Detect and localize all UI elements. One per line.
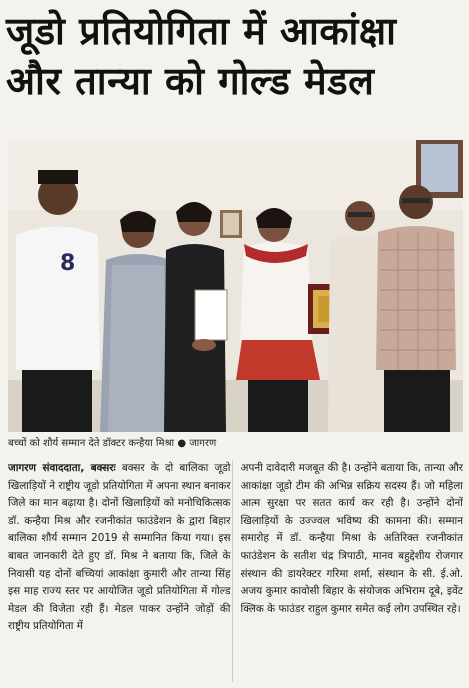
dateline: जागरण संवाददाता, बक्सरः: [8, 462, 116, 474]
article-body: [8, 460, 463, 682]
article-column-1-text: बक्सर के दो बालिका जूडो खिलाड़ियों ने राष्ट्रीय जूडो प्रतियोगिता में अपना स्थान बनाकर जिले का मान बढ़ाया है। दोनों खिलाड़ियों को मनोचिकित्सक डॉ. कन्हैया मिश्र और रजनीकांत फाउंडेशन के द्वारा बिहार बालिका शौर्य सम्मान 2019 से सम्मानित किया गया। इस बाबत जानकारी देते हुए डॉ. मिश्र ने बताया कि, जिले के निवासी यह दोनों बच्चियां आकांक्षा कुमारी और तान्या सिंह इस माह राज्य स्तर पर आयोजित जूडो प्रतियोगिता में गोल्ड मेडल की विजेता रही हैं। मेडल पाकर उन्होंने जोड़ों की राष्ट्रीय प्रतियोगिता में: [8, 462, 231, 633]
headline-line-2: और तान्या को गोल्ड मेडल: [6, 59, 375, 103]
news-photo: [8, 140, 463, 432]
article-column-2-text: अपनी दावेदारी मजबूत की है। उन्होंने बताया कि, तान्या और आकांक्षा जूडो टीम की अभिन्न सक्रिय सदस्य हैं। जो महिला आत्म सुरक्षा पर सतत कार्य कर रही है। उन्होंने दोनों खिलाड़ियों के उज्ज्वल भविष्य की कामना की। सम्मान समारोह में डॉ. कन्हैया मिश्रा के अतिरिक्त रजनीकांत फाउंडेशन के सतीश चंद्र त्रिपाठी, मानव बहुद्देशीय रोजगार संस्थान की डायरेक्टर गरिमा शर्मा, संस्थान के सी. ई.ओ. अजय कुमार कावोसी बिहार के संयोजक अभिराम दूबे, इवेंट क्लिक के फाउंडर राहुल कुमार समेत कई लोग उपस्थित रहे।: [240, 462, 463, 615]
headline-line-1: जूडो प्रतियोगिता में आकांक्षा: [6, 9, 397, 53]
column-divider: [232, 460, 233, 682]
award-ceremony-photo: [8, 140, 463, 432]
article-column-1: [8, 460, 231, 682]
svg-text:8: 8: [60, 251, 76, 276]
headline: [6, 6, 463, 106]
photo-caption: बच्चों को शौर्य सम्मान देते डॉक्टर कन्हैया मिश्रा ● जागरण: [8, 438, 217, 449]
article-column-2: [241, 460, 464, 682]
